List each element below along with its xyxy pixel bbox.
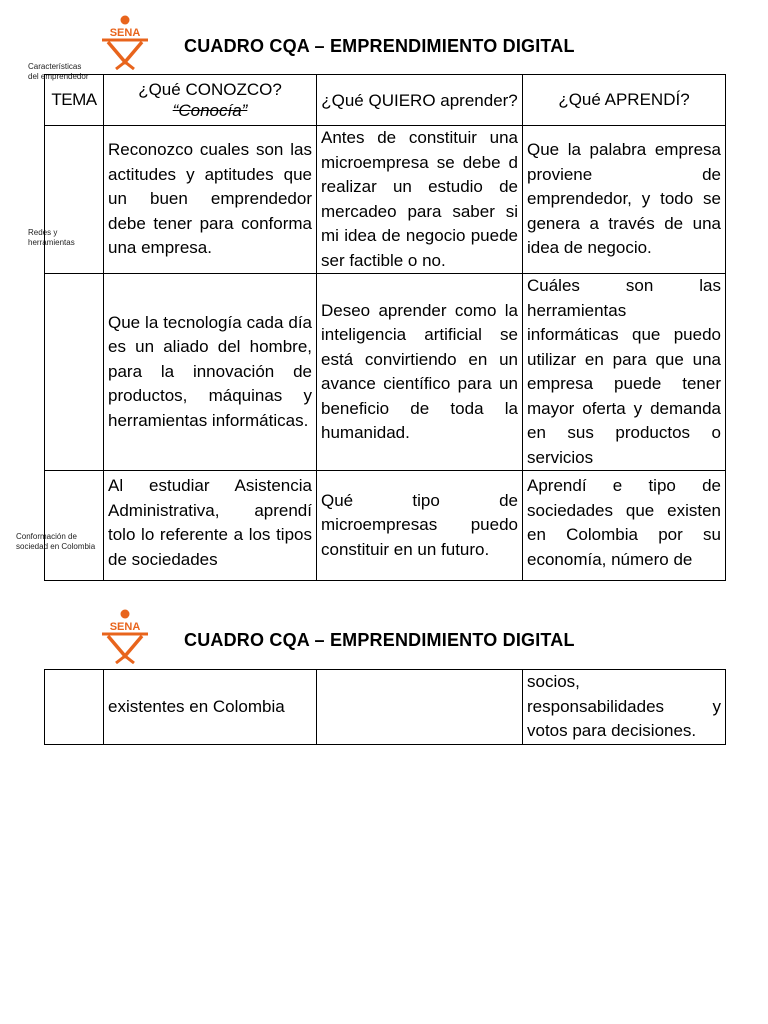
cell-tema [45,274,104,471]
logo-text: SENA [109,27,141,39]
sena-logo [98,608,152,664]
cell-conozco: Que la tecnología cada día es un aliado del hombre, para la innovación de productos, máquinas y herramientas informáticas. [104,274,317,471]
cell-quiero: Qué tipo de microempresas puedo constituir en un futuro. [317,471,523,581]
header-quiero: ¿Qué QUIERO aprender? [317,75,523,126]
sena-logo [98,14,152,70]
side-note-redes: Redes y herramientas [28,228,75,247]
cqa-table-continuation [44,669,726,745]
cell-aprendi: Cuáles son las herramientas informáticas que puedo utilizar en para que una empresa puede tener mayor oferta y demanda en sus productos o servicios [523,274,726,471]
header-conozco-label: ¿Qué CONOZCO? [138,80,282,99]
page-title: CUADRO CQA – EMPRENDIMIENTO DIGITAL [184,36,575,56]
cell-conozco [104,471,317,581]
cell-aprendi [523,471,726,581]
cell-aprendi-text: Aprendí e tipo de sociedades que existen en Colombia por su economía, número de [527,476,721,569]
table-row [45,670,726,745]
cell-conozco: Reconozco cuales son las actitudes y aptitudes que un buen emprendedor debe tener para conforma una empresa. [104,126,317,274]
table-row [45,274,726,471]
header-tema: TEMA [45,75,104,126]
sena-logo-icon [98,608,152,664]
logo-text: SENA [109,621,141,633]
cell-quiero [317,670,523,745]
header-aprendi: ¿Qué APRENDÍ? [523,75,726,126]
table-row [45,126,726,274]
sena-logo-icon [98,14,152,70]
cell-conozco-text: Al estudiar Asistencia Administrativa, aprendí tolo lo referente a los tipos de sociedades [108,476,312,569]
cell-quiero: Antes de constituir una microempresa se debe d realizar un estudio de mercadeo para saber si mi idea de negocio puede ser factible o no. [317,126,523,274]
side-note-caracteristicas: Características del emprendedor [28,62,89,81]
table-row [45,471,726,581]
cell-conozco: existentes en Colombia [104,670,317,745]
table-header-row [45,75,726,126]
page-title: CUADRO CQA – EMPRENDIMIENTO DIGITAL [184,630,575,650]
cell-tema [45,471,104,581]
header-conozco [104,75,317,126]
header-conocia-label: “Conocía” [172,101,248,120]
cqa-table [44,74,726,581]
cell-tema [45,126,104,274]
cell-aprendi: Que la palabra empresa proviene de emprendedor, y todo se genera a través de una idea de negocio. [523,126,726,274]
cell-quiero: Deseo aprender como la inteligencia artificial se está convirtiendo en un avance científico para un beneficio de toda la humanidad. [317,274,523,471]
side-note-conformacion: Conformación de sociedad en Colombia [16,532,96,551]
cell-tema [45,670,104,745]
cell-aprendi: socios, responsabilidades y votos para decisiones. [523,670,726,745]
